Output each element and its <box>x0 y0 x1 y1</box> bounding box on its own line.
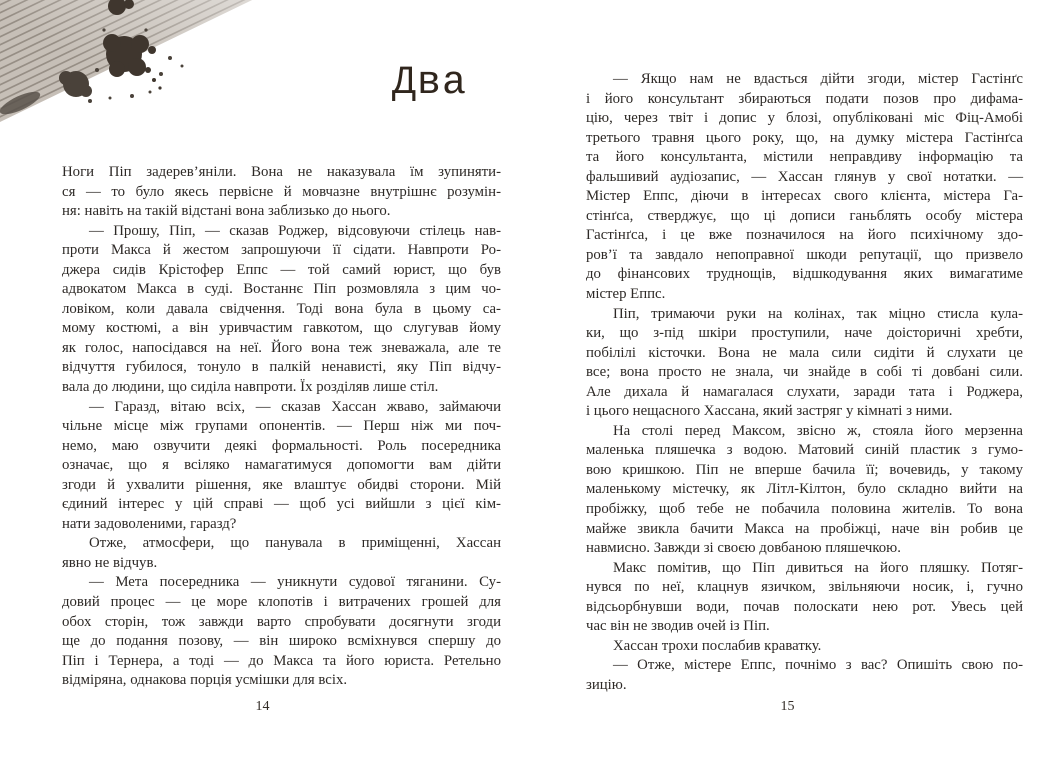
text-line: згоди й ухвалити рішення, яке влаштує обидві сторони. Мій <box>62 476 501 493</box>
text-line: маленька пляшечка з водою. Матовий синій пластик з гумо- <box>586 442 1023 459</box>
right-page-text <box>586 70 1023 696</box>
text-line: побілілі кісточки. Вона не мала сили сидіти й слухати це <box>586 344 1023 361</box>
left-page-text <box>62 163 501 691</box>
text-line: Гастінґса, і це вже позначилося на його психічному здо- <box>586 227 1023 244</box>
text-line: пробіжку, щоб тебе не побачила половина жителів. То вона <box>586 501 1023 518</box>
wood-texture-ink-splatter-decoration <box>0 0 270 140</box>
page-number-left: 14 <box>255 699 270 714</box>
text-line: до фінансових труднощів, відшкодування яких вимагатиме <box>586 266 1023 283</box>
text-line: На столі перед Максом, звісно ж, стояла його мерзенна <box>613 422 1023 439</box>
text-line: ще до подання позову, — він широко всміхнувся спершу до <box>62 633 501 650</box>
text-line: цію, через твіт і допис у блозі, опубліковані міс Фіц-Амобі <box>586 110 1023 127</box>
text-line: і цього нещасного Хассана, який застряг у кімнаті з ними. <box>586 403 953 420</box>
text-line: містер Еппс. <box>586 286 666 303</box>
text-line: вою кришкою. Піп не вперше бачила її; вочевидь, у такому <box>586 461 1023 478</box>
text-line: майже звикла бачити Макса на пробіжці, наче він робив це <box>586 520 1023 537</box>
text-line: чільне місце між групами опонентів. — Перш ніж ми поч- <box>62 418 501 435</box>
text-line: Ноги Піп задерев’яніли. Вона не наказувала їм зупиняти- <box>62 164 501 180</box>
text-line: відчуття губилося, тонуло в палкій ненависті, яку Піп відчу- <box>62 359 501 376</box>
text-line: мому костюмі, а він уривчастим гавкотом, що слугував йому <box>62 320 501 337</box>
text-line: джера сидів Крістофер Еппс — той самий юрист, що був <box>62 261 501 278</box>
text-line: — Гаразд, вітаю всіх, — сказав Хассан жваво, займаючи <box>89 398 501 415</box>
text-line: Піп і Тернера, а тоді — до Макса та його юриста. Ретельно <box>62 652 501 669</box>
text-line: стінґса, стверджує, що ці дописи ганьблять особу містера <box>586 207 1023 224</box>
text-line: Містер Еппс, діючи в інтересах свого клієнта, містера Га- <box>586 188 1023 205</box>
text-line: як голос, напосідався на неї. Його вона теж зневажала, але те <box>62 339 501 356</box>
text-line: вала до людини, що сиділа навпроти. Їх розділяв лише стіл. <box>62 379 439 396</box>
text-line: навмисно. Завжди зі своєю довбаною пляшечкою. <box>586 540 901 557</box>
text-line: Піп, тримаючи руки на колінах, так міцно стисла кула- <box>613 305 1023 322</box>
text-line: довий процес — це море клопотів і витрачених грошей для <box>62 594 501 611</box>
text-line: адвокатом Макса в суді. Востаннє Піп розмовляла з цим чо- <box>62 281 501 298</box>
text-line: ров’ї та завдало непоправної шкоди репутації, що призвело <box>586 246 1023 263</box>
text-line: відсьорбнувши води, почав полоскати нею рот. Увесь цей <box>586 598 1023 615</box>
page-number-right: 15 <box>780 699 795 714</box>
text-line: ня: навіть на такій відстані вона заблизько до нього. <box>62 203 391 220</box>
text-line: і його консультант збираються подати позов про дифама- <box>586 90 1023 107</box>
text-line: нувся по неї, клацнув язичком, звільняючи носик, і, гучно <box>586 579 1023 596</box>
text-line: — Прошу, Піп, — сказав Роджер, відсовуючи стілець нав- <box>89 222 501 239</box>
text-line: обох сторін, тож завжди варто спробувати досягнути згоди <box>62 613 501 630</box>
text-line: зицію. <box>586 676 627 693</box>
text-line: час він не зводив очей із Піп. <box>586 618 770 635</box>
text-line: третього травня цього року, що, на думку містера Гастінґса <box>586 129 1023 146</box>
text-line: Макс помітив, що Піп дивиться на його пляшку. Потяг- <box>613 559 1023 576</box>
text-line: явно не відчув. <box>62 554 158 571</box>
text-line: — Отже, містере Еппс, почнімо з вас? Опишіть свою по- <box>613 657 1023 674</box>
text-line: — Якщо нам не вдасться дійти згоди, містер Гастінґс <box>613 71 1023 87</box>
text-line: ловіком, коли давала свідчення. Тоді вона була в цьому са- <box>62 300 501 317</box>
text-line: проти Макса й жестом запрошуючи її сідати. Навпроти Ро- <box>62 242 501 259</box>
text-line: Хассан трохи послабив краватку. <box>613 637 822 654</box>
text-line: єдиний інтерес у цій справі — щоб усі вийшли з цієї кім- <box>62 496 501 513</box>
text-line: все; вона просто не знала, чи знайде в собі ті довбані сили. <box>586 364 1023 381</box>
text-line: нати задоволеними, гаразд? <box>62 515 237 532</box>
text-line: відміряна, однакова порція усмішки для всіх. <box>62 672 348 689</box>
text-line: немо, маю озвучити деякі формальності. Роль посередника <box>62 437 501 454</box>
text-line: Але дихала й намагалася слухати, заради тата і Роджера, <box>586 383 1023 400</box>
chapter-title: Два <box>392 61 468 106</box>
text-line: маленькому містечку, як Літл-Кілтон, було складно вийти на <box>586 481 1023 498</box>
text-line: — Мета посередника — уникнути судової тяганини. Су- <box>89 574 501 591</box>
text-line: ся — то було якесь первісне й мовчазне внутрішнє розумін- <box>62 183 501 200</box>
text-line: ки, що з-під шкіри проступили, наче доісторичні хребти, <box>586 325 1023 342</box>
text-line: означає, що я всіляко намагатимуся допомогти вам дійти <box>62 457 501 474</box>
text-line: Отже, атмосфери, що панувала в приміщенні, Хассан <box>89 535 501 552</box>
text-line: та його консультанта, містили неправдиву інформацію та <box>586 149 1023 166</box>
text-line: фальшивий аудіозапис, — Хассан глянув у свої нотатки. — <box>586 168 1023 185</box>
